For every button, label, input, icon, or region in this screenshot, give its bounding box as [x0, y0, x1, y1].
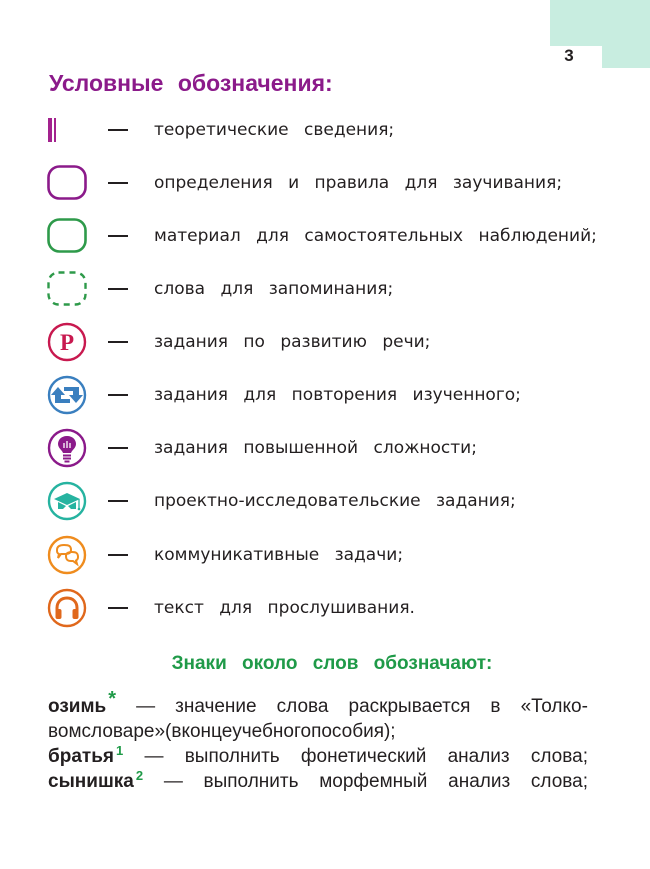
headphones-icon: [46, 588, 88, 628]
dash: [108, 341, 128, 343]
page-corner-decoration-tab: [602, 46, 650, 68]
speech-development-p-icon: [46, 322, 88, 362]
legend-item-project: [46, 481, 516, 521]
dash: [108, 500, 128, 502]
legend-item-rules: [46, 163, 562, 203]
dash: —: [163, 771, 183, 792]
dash: [108, 554, 128, 556]
asterisk-mark: *: [108, 688, 117, 710]
dash: [108, 607, 128, 609]
legend-item-communication: [46, 535, 403, 575]
page-corner-decoration: [550, 0, 650, 46]
example-word: братья: [48, 746, 114, 767]
dash: [108, 129, 128, 131]
double-bar-icon: [46, 110, 88, 150]
dash: [108, 288, 128, 290]
repeat-arrows-icon: [46, 375, 88, 415]
dash: —: [136, 696, 156, 717]
legend-item-speech: [46, 322, 430, 362]
dash: [108, 235, 128, 237]
legend-label: коммуникативные задачи;: [154, 545, 404, 565]
legend-item-words-to-remember: [46, 269, 393, 309]
legend-title: Условные обозначения:: [49, 70, 333, 96]
legend-label: задания по развитию речи;: [154, 332, 431, 352]
legend-label: материал для самостоятельных наблюдений;: [154, 226, 597, 246]
legend-item-repetition: [46, 375, 521, 415]
graduation-cap-icon: [46, 481, 88, 521]
chat-bubbles-icon: [46, 535, 88, 575]
phonetic-mark: 1: [115, 743, 124, 758]
rounded-frame-purple-icon: [46, 163, 88, 203]
marks-line: вом словаре» (в конце учебного пособия);: [48, 721, 396, 742]
page-number: 3: [564, 46, 574, 65]
legend-label: теоретические сведения;: [154, 120, 395, 140]
legend-label: задания для повторения изученного;: [154, 385, 521, 405]
dash: —: [144, 746, 164, 767]
marks-title: Знаки около слов обозначают:: [171, 653, 493, 674]
rounded-frame-dashed-icon: [46, 269, 88, 309]
marks-explanations: [48, 688, 588, 794]
legend-item-observations: [46, 216, 597, 256]
legend-label: задания повышенной сложности;: [154, 438, 477, 458]
dash: [108, 394, 128, 396]
legend-label: текст для прослушивания.: [154, 598, 415, 618]
dash: [108, 182, 128, 184]
example-word: озимь: [48, 696, 107, 717]
legend-label: определения и правила для заучивания;: [154, 173, 563, 193]
legend-label: проектно-исследовательские задания;: [154, 491, 516, 511]
rounded-frame-green-icon: [46, 216, 88, 256]
example-word: сынишка: [48, 771, 134, 792]
legend-item-listening: [46, 588, 415, 628]
svg-text:Р: Р: [59, 330, 75, 355]
morphemic-mark: 2: [135, 768, 144, 783]
lightbulb-icon: [46, 428, 88, 468]
legend-label: слова для запоминания;: [154, 279, 394, 299]
marks-line: сынишка 2 — выполнить морфемный анализ слова;: [48, 769, 588, 794]
legend-item-theory: [46, 110, 394, 150]
dash: [108, 447, 128, 449]
legend-item-advanced: [46, 428, 477, 468]
marks-line: братья 1 — выполнить фонетический анализ слова;: [48, 744, 588, 769]
marks-line: озимь * — значение слова раскрывается в «Толко-: [48, 688, 588, 717]
